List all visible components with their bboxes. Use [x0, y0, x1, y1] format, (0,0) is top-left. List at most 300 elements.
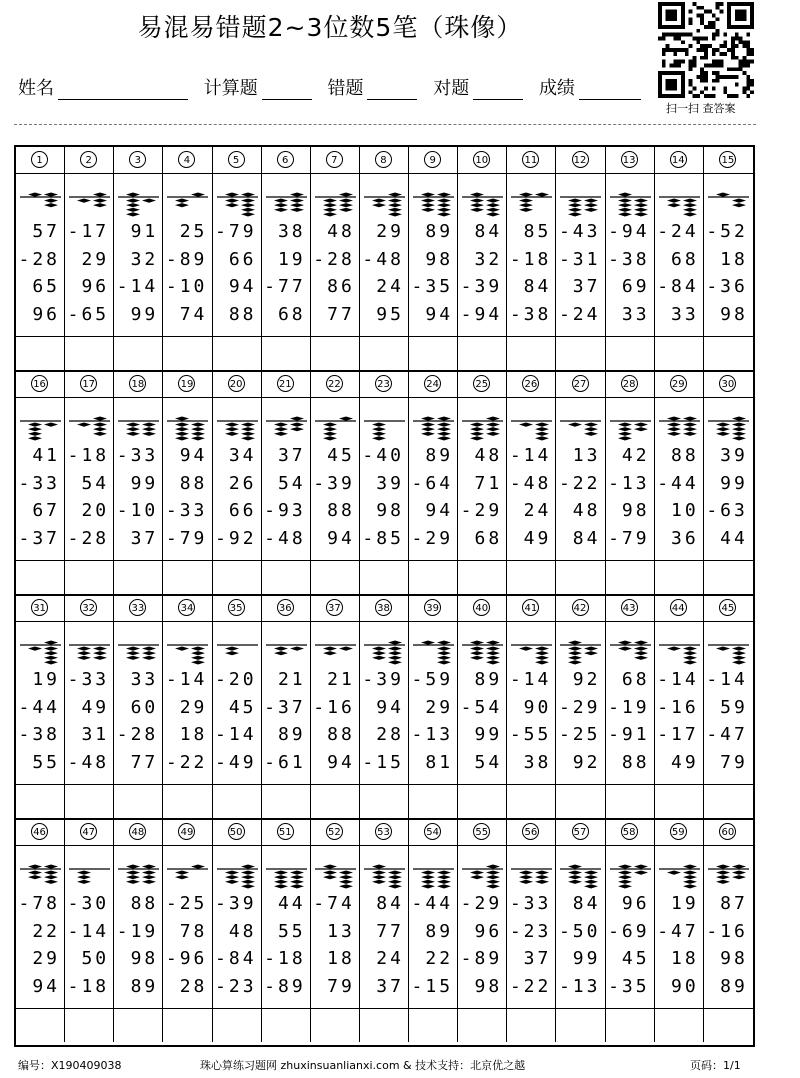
answer-box[interactable] [65, 1009, 114, 1042]
addend-value: 68 [671, 248, 699, 270]
abacus-image [409, 636, 458, 666]
problem-cell [556, 622, 605, 784]
abacus-bead [683, 199, 697, 203]
addend-list [360, 218, 409, 328]
abacus-bead [618, 199, 632, 203]
answer-box[interactable] [606, 1009, 655, 1042]
abacus-bead [388, 884, 402, 888]
problem-cell [163, 846, 212, 1008]
abacus-bead [126, 880, 140, 884]
addend-value: 29 [32, 948, 60, 969]
problem-number-cell [704, 819, 753, 845]
abacus-bead [732, 417, 746, 421]
abacus-bead [486, 880, 500, 884]
answer-box[interactable] [458, 337, 507, 370]
addend-value: 39 [376, 472, 404, 494]
problem-number: 39 [424, 599, 441, 616]
number-row [16, 147, 753, 174]
addend-value: -14 [657, 669, 699, 690]
addend-value: -15 [362, 751, 404, 773]
abacus-bead [142, 427, 156, 431]
problem-number-cell [606, 595, 655, 621]
problem-number-cell [262, 819, 311, 845]
answer-box[interactable] [606, 337, 655, 370]
abacus-bead [290, 199, 304, 203]
abacus-bead [225, 193, 239, 197]
answer-box[interactable] [458, 785, 507, 818]
problem-number: 54 [424, 823, 441, 840]
abacus-bead [634, 865, 648, 869]
addend-value: 68 [621, 669, 650, 690]
abacus-bead [683, 417, 697, 421]
abacus-bead [421, 884, 435, 888]
qr-caption: 扫一扫 查答案 [666, 102, 736, 115]
abacus-bead [437, 641, 451, 645]
abacus-image [360, 188, 409, 218]
abacus-bead [388, 203, 402, 207]
abacus-bead [323, 208, 337, 212]
answer-box[interactable] [409, 785, 458, 818]
abacus-bead [568, 865, 582, 869]
addend-list [163, 890, 212, 1000]
problem-number: 30 [719, 375, 736, 392]
qr-code-icon[interactable] [658, 2, 754, 98]
answer-box[interactable] [114, 561, 163, 594]
abacus-bead [568, 656, 582, 660]
addend-value: 24 [376, 948, 404, 969]
answer-box[interactable] [507, 337, 556, 370]
abacus-bead [470, 427, 484, 431]
addend-value: 98 [376, 500, 404, 521]
answer-box[interactable] [163, 337, 212, 370]
correct-questions-field[interactable] [473, 77, 523, 100]
addend-value: 59 [720, 696, 748, 718]
footer-page: 页码：1/1 [690, 1059, 741, 1072]
addend-value: -29 [460, 893, 503, 914]
answer-box[interactable] [213, 1009, 262, 1042]
addend-value: -79 [608, 527, 650, 549]
problem-number: 19 [178, 375, 195, 392]
problem-number: 9 [424, 151, 441, 168]
answer-box[interactable] [556, 337, 605, 370]
abacus-bead [191, 423, 205, 427]
abacus-bead [486, 212, 500, 216]
addend-value: -33 [18, 472, 60, 494]
addend-value: -25 [558, 724, 601, 745]
addend-value: -14 [509, 445, 552, 466]
answer-box[interactable] [360, 785, 409, 818]
answer-box[interactable] [16, 337, 65, 370]
answer-box[interactable] [409, 337, 458, 370]
answer-box[interactable] [360, 1009, 409, 1042]
addend-list [409, 890, 458, 1000]
abacus-bead [634, 651, 648, 655]
abacus-bead [535, 651, 549, 655]
abacus-bead [241, 208, 255, 212]
problem-cell [163, 398, 212, 560]
abacus-bead [339, 208, 353, 212]
abacus-bead [683, 212, 697, 216]
abacus-bead [93, 423, 107, 427]
answer-box[interactable] [65, 785, 114, 818]
addend-value: -39 [215, 893, 257, 914]
abacus-image [213, 636, 262, 666]
answer-box[interactable] [213, 785, 262, 818]
addend-value: 22 [425, 948, 454, 969]
abacus-bead [470, 423, 484, 427]
answer-box[interactable] [606, 785, 655, 818]
problem-number: 55 [473, 823, 490, 840]
addend-list [262, 666, 311, 776]
addend-list [65, 442, 114, 552]
addend-list [213, 218, 262, 328]
addend-list [360, 442, 409, 552]
addend-list [655, 666, 704, 776]
abacus-image [163, 860, 212, 890]
abacus-bead [519, 880, 533, 884]
abacus-bead [388, 193, 402, 197]
answer-box[interactable] [163, 1009, 212, 1042]
addend-value: -29 [558, 696, 601, 718]
addend-value: 96 [621, 893, 650, 914]
name-field[interactable] [58, 77, 188, 100]
abacus-bead [470, 432, 484, 436]
problem-number-cell [16, 371, 65, 397]
addend-value: -93 [264, 500, 306, 521]
problem-cell [16, 174, 65, 336]
abacus-bead [618, 865, 632, 869]
abacus-bead [126, 871, 140, 875]
problem-cell [16, 846, 65, 1008]
abacus-image [360, 860, 409, 890]
addend-list [458, 890, 507, 1000]
addend-value: -18 [264, 948, 306, 969]
answer-box[interactable] [507, 785, 556, 818]
abacus-bead [618, 432, 632, 436]
answer-box[interactable] [65, 561, 114, 594]
abacus-bead [44, 656, 58, 660]
problem-cell [311, 622, 360, 784]
addend-list [409, 442, 458, 552]
answer-box[interactable] [311, 561, 360, 594]
answer-box[interactable] [114, 1009, 163, 1042]
problem-number-cell [213, 147, 262, 173]
answer-box[interactable] [655, 337, 704, 370]
abacus-bead [584, 203, 598, 207]
abacus-bead [323, 212, 337, 216]
answer-box[interactable] [114, 337, 163, 370]
addend-value: 13 [327, 920, 355, 942]
abacus-bead [486, 660, 500, 664]
answer-box[interactable] [163, 785, 212, 818]
abacus-bead [142, 423, 156, 427]
addend-value: 86 [327, 276, 355, 297]
problem-cell [655, 398, 704, 560]
answer-box[interactable] [704, 1009, 753, 1042]
addend-value: -33 [116, 445, 159, 466]
abacus-bead [618, 875, 632, 879]
answer-box[interactable] [360, 561, 409, 594]
answer-box[interactable] [311, 337, 360, 370]
answer-box[interactable] [458, 561, 507, 594]
problem-number: 25 [473, 375, 490, 392]
answer-box[interactable] [704, 561, 753, 594]
abacus-bead [77, 647, 91, 651]
addend-list [213, 666, 262, 776]
abacus-bead [683, 865, 697, 869]
abacus-bead [421, 208, 435, 212]
problem-number: 50 [228, 823, 245, 840]
addend-value: -84 [657, 276, 699, 297]
abacus-bead [339, 193, 353, 197]
abacus-bead [225, 647, 239, 651]
addend-value: -74 [313, 893, 355, 914]
problem-number: 51 [277, 823, 294, 840]
abacus-bead [274, 875, 288, 879]
problem-number-cell [360, 595, 409, 621]
abacus-bead [667, 427, 681, 431]
addend-list [507, 218, 556, 328]
answer-box[interactable] [458, 1009, 507, 1042]
abacus-bead [421, 193, 435, 197]
abacus-bead [486, 423, 500, 427]
answer-box[interactable] [556, 561, 605, 594]
problem-number: 32 [80, 599, 97, 616]
abacus-bead [584, 423, 598, 427]
problem-number: 14 [670, 151, 687, 168]
abacus-bead [44, 651, 58, 655]
abacus-bead [44, 203, 58, 207]
addend-value: -33 [165, 500, 208, 521]
problem-cell [213, 846, 262, 1008]
answer-box[interactable] [556, 1009, 605, 1042]
abacus-bead [618, 880, 632, 884]
abacus-bead [44, 193, 58, 197]
abacus-bead [191, 647, 205, 651]
wrong-questions-field[interactable] [367, 77, 417, 100]
abacus-image [262, 188, 311, 218]
answer-box[interactable] [163, 561, 212, 594]
problem-number: 59 [670, 823, 687, 840]
problem-row [16, 174, 753, 336]
addend-value: -44 [411, 893, 454, 914]
abacus-bead [421, 199, 435, 203]
answer-box[interactable] [114, 785, 163, 818]
problem-number-cell [163, 595, 212, 621]
abacus-bead [225, 423, 239, 427]
answer-box[interactable] [507, 1009, 556, 1042]
problem-number: 18 [129, 375, 146, 392]
abacus-bead [732, 656, 746, 660]
addend-value: -22 [165, 751, 208, 773]
score-field[interactable] [579, 77, 641, 100]
abacus-bead [437, 871, 451, 875]
abacus-bead [667, 203, 681, 207]
problem-number-cell [409, 147, 458, 173]
problem-number-cell [163, 819, 212, 845]
abacus-bead [421, 427, 435, 431]
addend-value: 44 [720, 527, 748, 549]
addend-value: 25 [179, 221, 208, 242]
addend-value: -39 [313, 472, 355, 494]
addend-value: -39 [362, 669, 404, 690]
answer-box[interactable] [262, 785, 311, 818]
problem-number: 21 [277, 375, 294, 392]
abacus-bead [225, 199, 239, 203]
answer-box[interactable] [311, 1009, 360, 1042]
problem-number: 24 [424, 375, 441, 392]
problem-number: 49 [178, 823, 195, 840]
problem-number-cell [262, 147, 311, 173]
addend-value: 94 [327, 751, 355, 773]
answer-row [16, 336, 753, 372]
abacus-image [507, 412, 556, 442]
abacus-bead [437, 647, 451, 651]
answer-box[interactable] [655, 561, 704, 594]
abacus-bead [584, 871, 598, 875]
addend-value: -16 [313, 696, 355, 718]
answer-box[interactable] [606, 561, 655, 594]
answer-box[interactable] [507, 561, 556, 594]
abacus-bead [683, 871, 697, 875]
problem-cell [114, 174, 163, 336]
abacus-bead [732, 647, 746, 651]
abacus-bead [372, 875, 386, 879]
answer-box[interactable] [65, 337, 114, 370]
addend-value: 42 [621, 445, 650, 466]
addend-value: -17 [657, 724, 699, 745]
answer-box[interactable] [655, 1009, 704, 1042]
answer-box[interactable] [704, 337, 753, 370]
problem-number: 23 [375, 375, 392, 392]
abacus-image [606, 860, 655, 890]
problem-number-cell [311, 595, 360, 621]
abacus-image [65, 636, 114, 666]
addend-value: -22 [558, 472, 601, 494]
addend-value: -35 [411, 276, 454, 297]
abacus-bead [470, 193, 484, 197]
addend-value: 94 [179, 445, 208, 466]
abacus-bead [142, 199, 156, 203]
problem-cell [507, 398, 556, 560]
addend-value: 32 [474, 248, 503, 270]
addend-value: 90 [671, 975, 699, 997]
answer-box[interactable] [262, 1009, 311, 1042]
addend-value: -47 [706, 724, 748, 745]
problem-number-cell [704, 595, 753, 621]
addend-value: 84 [572, 893, 601, 914]
addend-value: 65 [32, 276, 60, 297]
addend-list [163, 442, 212, 552]
abacus-bead [437, 656, 451, 660]
problem-cell [704, 846, 753, 1008]
problem-number: 27 [572, 375, 589, 392]
answer-box[interactable] [16, 785, 65, 818]
abacus-bead [732, 436, 746, 440]
answer-box[interactable] [556, 785, 605, 818]
answer-box[interactable] [311, 785, 360, 818]
abacus-bead [339, 647, 353, 651]
addend-value: -79 [165, 527, 208, 549]
abacus-image [409, 412, 458, 442]
abacus-bead [274, 427, 288, 431]
addend-value: 68 [474, 527, 503, 549]
abacus-bead [683, 651, 697, 655]
abacus-bead [44, 647, 58, 651]
addend-value: 99 [130, 472, 159, 494]
abacus-bead [634, 427, 648, 431]
answer-box[interactable] [262, 337, 311, 370]
abacus-bead [437, 417, 451, 421]
total-questions-label: 计算题 [203, 78, 258, 99]
addend-value: -37 [264, 696, 306, 718]
answer-box[interactable] [655, 785, 704, 818]
abacus-bead [470, 651, 484, 655]
answer-box[interactable] [213, 561, 262, 594]
problem-number-cell [16, 819, 65, 845]
answer-box[interactable] [704, 785, 753, 818]
answer-box[interactable] [213, 337, 262, 370]
name-label: 姓名 [18, 78, 54, 99]
abacus-bead [618, 871, 632, 875]
problem-number: 20 [228, 375, 245, 392]
answer-box[interactable] [16, 561, 65, 594]
addend-value: -28 [18, 248, 60, 270]
abacus-bead [388, 875, 402, 879]
problem-number-cell [163, 147, 212, 173]
abacus-bead [535, 432, 549, 436]
problem-cell [311, 174, 360, 336]
abacus-image [704, 188, 753, 218]
addend-value: 81 [425, 751, 454, 773]
answer-box[interactable] [360, 337, 409, 370]
abacus-bead [716, 432, 730, 436]
total-questions-field[interactable] [262, 77, 312, 100]
abacus-bead [634, 656, 648, 660]
addend-value: -89 [165, 248, 208, 270]
wrong-questions-label: 错题 [327, 78, 364, 99]
addend-value: 18 [179, 724, 208, 745]
answer-box[interactable] [409, 561, 458, 594]
abacus-bead [241, 871, 255, 875]
abacus-bead [618, 436, 632, 440]
abacus-image [262, 860, 311, 890]
answer-box[interactable] [16, 1009, 65, 1042]
abacus-bead [175, 432, 189, 436]
answer-box[interactable] [409, 1009, 458, 1042]
addend-list [409, 218, 458, 328]
addend-value: 19 [32, 669, 60, 690]
addend-list [163, 666, 212, 776]
abacus-image [556, 636, 605, 666]
addend-value: 24 [376, 276, 404, 297]
problem-cell [262, 622, 311, 784]
abacus-bead [683, 203, 697, 207]
abacus-bead [568, 208, 582, 212]
addend-value: 77 [130, 751, 159, 773]
addend-value: -48 [362, 248, 404, 270]
answer-box[interactable] [262, 561, 311, 594]
problem-cell [704, 622, 753, 784]
problem-number-cell [704, 147, 753, 173]
abacus-image [65, 412, 114, 442]
abacus-bead [486, 656, 500, 660]
abacus-bead [535, 656, 549, 660]
abacus-bead [568, 880, 582, 884]
abacus-bead [241, 436, 255, 440]
addend-list [458, 218, 507, 328]
abacus-image [16, 188, 65, 218]
